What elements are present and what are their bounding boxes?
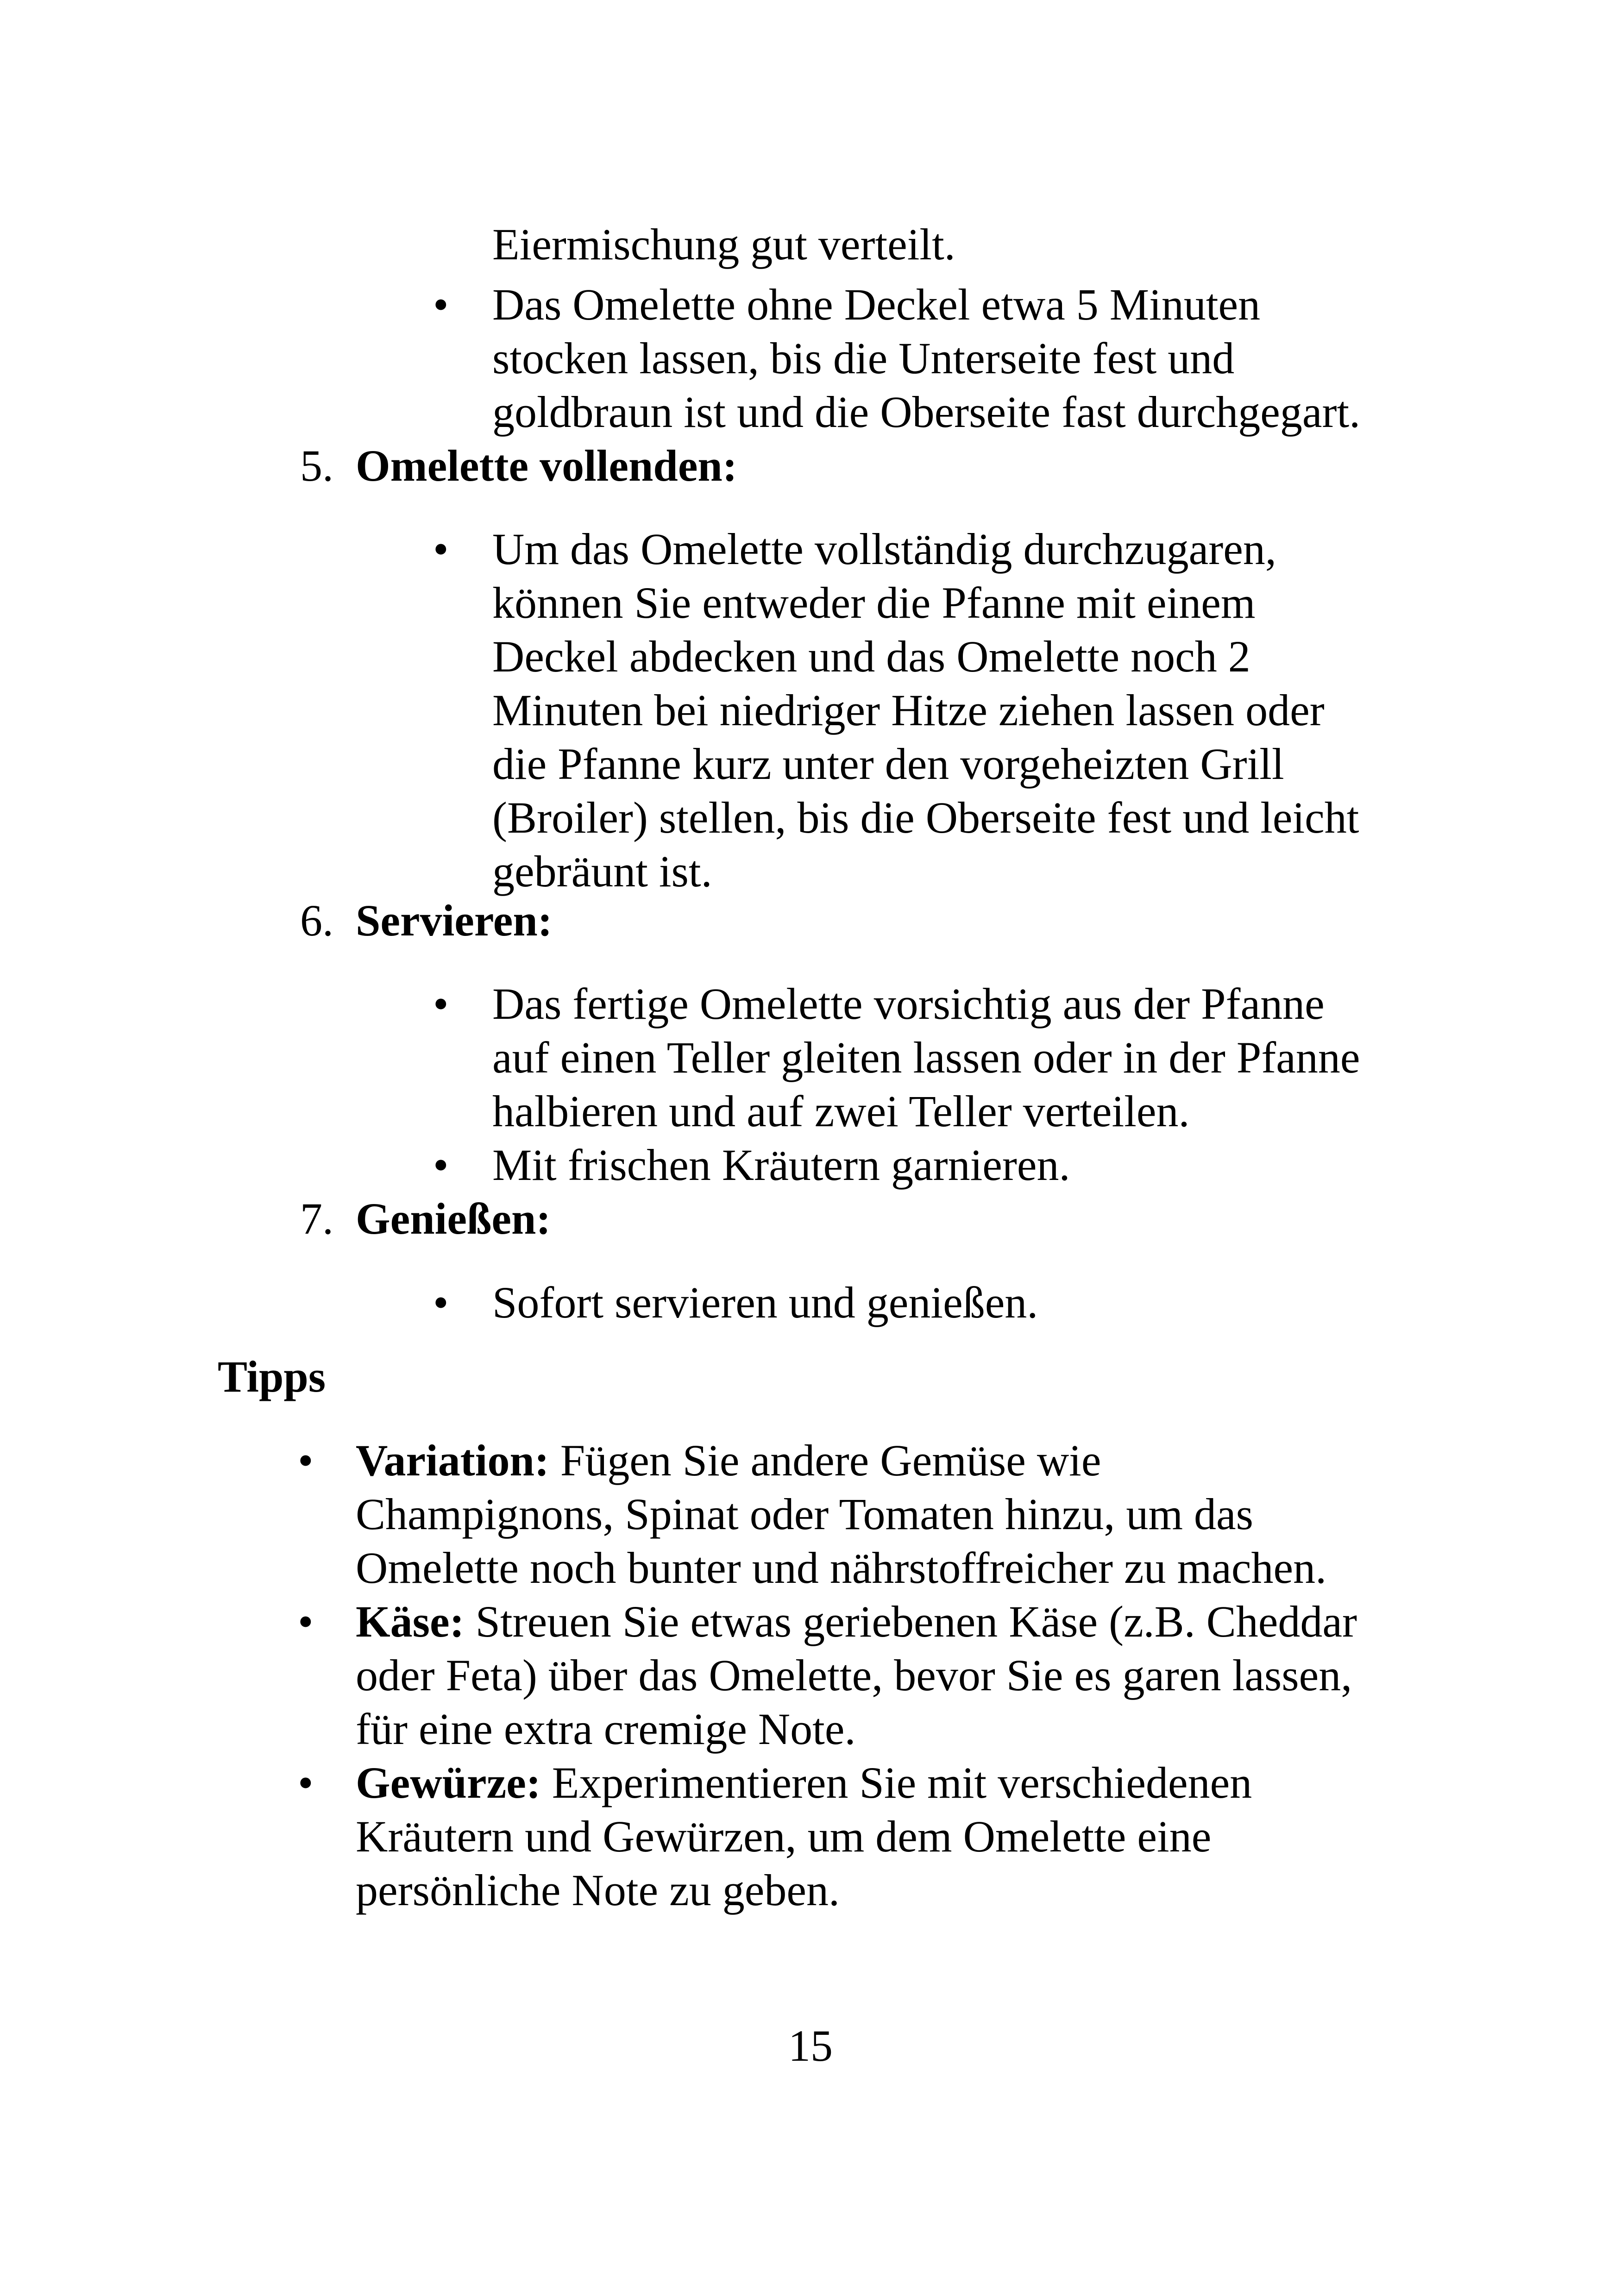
step-title: Servieren: (356, 896, 553, 945)
tip-label: Käse: (356, 1597, 465, 1646)
tip-text: Experimentieren Sie mit verschiedenen (540, 1758, 1252, 1807)
tip-first-line (356, 1756, 1252, 1809)
step4-bullet2-line: stocken lassen, bis die Unterseite fest und (492, 333, 1235, 383)
tip-first-line (356, 1434, 1101, 1487)
step6-bullet2-line: Mit frischen Kräutern garnieren. (492, 1140, 1070, 1190)
tip-text: Fügen Sie andere Gemüse wie (549, 1436, 1101, 1485)
step-title: Genießen: (356, 1194, 551, 1243)
step5-bullet-line: Um das Omelette vollständig durchzugaren, (492, 524, 1276, 574)
bullet-glyph: • (433, 1278, 449, 1327)
tip-label: Gewürze: (356, 1758, 541, 1807)
step7-bullet-line: Sofort servieren und genießen. (492, 1278, 1038, 1327)
step6-bullet1-line: auf einen Teller gleiten lassen oder in der Pfanne (492, 1033, 1360, 1082)
step6-bullet1-line: halbieren und auf zwei Teller verteilen. (492, 1086, 1190, 1136)
step-number: 7. (300, 1194, 333, 1243)
bullet-glyph: • (298, 1597, 314, 1646)
step5-bullet-line: können Sie entweder die Pfanne mit einem (492, 578, 1256, 627)
step4-bullet2-line: Das Omelette ohne Deckel etwa 5 Minuten (492, 280, 1261, 329)
tip-line: Kräutern und Gewürzen, um dem Omelette eine (356, 1812, 1212, 1861)
step4-bullet2-line: goldbraun ist und die Oberseite fast durchgegart. (492, 387, 1361, 437)
continuation-line: Eiermischung gut verteilt. (492, 220, 955, 269)
step-number: 5. (300, 441, 333, 490)
step-number: 6. (300, 896, 333, 945)
tip-line: persönliche Note zu geben. (356, 1865, 840, 1915)
step5-bullet-line: (Broiler) stellen, bis die Oberseite fest und leicht (492, 793, 1359, 842)
page-number: 15 (788, 2021, 833, 2070)
tip-line: oder Feta) über das Omelette, bevor Sie es garen lassen, (356, 1650, 1352, 1700)
bullet-glyph: • (433, 979, 449, 1029)
tip-first-line (356, 1595, 1357, 1648)
tip-line: für eine extra cremige Note. (356, 1704, 856, 1754)
tip-label: Variation: (356, 1436, 549, 1485)
step5-bullet-line: Minuten bei niedriger Hitze ziehen lassen oder (492, 685, 1325, 735)
bullet-glyph: • (433, 1140, 449, 1190)
bullet-glyph: • (298, 1758, 314, 1807)
step5-bullet-line: die Pfanne kurz unter den vorgeheizten Grill (492, 739, 1284, 789)
bullet-glyph: • (433, 280, 449, 329)
step5-bullet-line: Deckel abdecken und das Omelette noch 2 (492, 632, 1250, 681)
tip-line: Omelette noch bunter und nährstoffreicher zu machen. (356, 1543, 1327, 1593)
tips-heading: Tipps (218, 1352, 326, 1401)
step6-bullet1-line: Das fertige Omelette vorsichtig aus der Pfanne (492, 979, 1325, 1029)
step5-bullet-line: gebräunt ist. (492, 847, 712, 896)
tip-line: Champignons, Spinat oder Tomaten hinzu, um das (356, 1489, 1253, 1539)
bullet-glyph: • (433, 524, 449, 574)
step-title: Omelette vollenden: (356, 441, 737, 490)
bullet-glyph: • (298, 1436, 314, 1485)
tip-text: Streuen Sie etwas geriebenen Käse (z.B. Cheddar (464, 1597, 1357, 1646)
